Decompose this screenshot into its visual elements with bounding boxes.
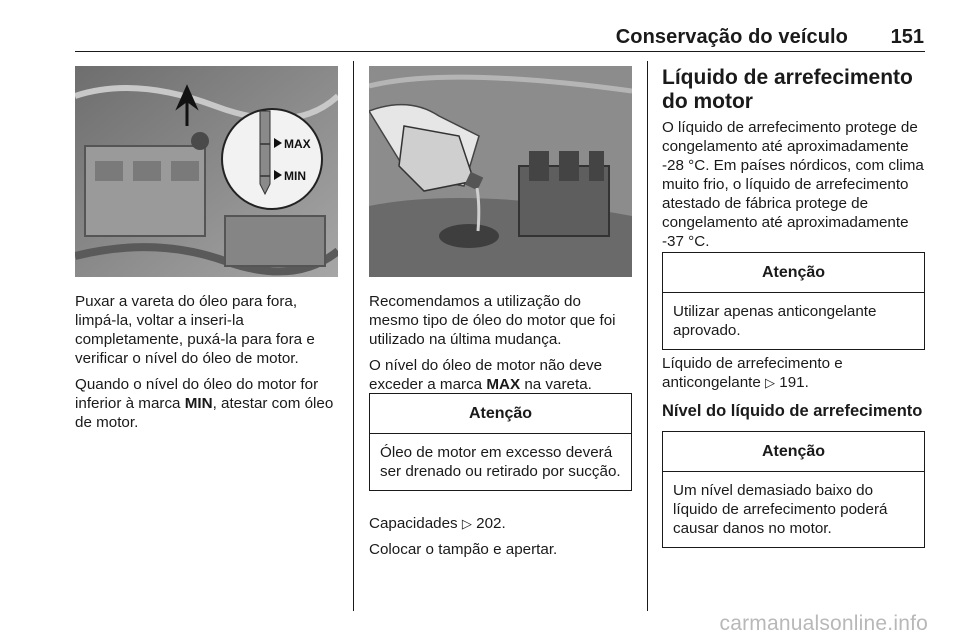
section-heading: Líquido de arrefecimento do motor — [662, 66, 913, 113]
antifreeze-reference[interactable]: Líquido de arrefecimento e anticongelante ▷ 191. — [662, 355, 843, 391]
antifreeze-warning-box — [662, 252, 925, 350]
column-2-text — [369, 292, 632, 401]
min-mark-label: MIN — [284, 169, 306, 183]
engine-dipstick-illustration — [75, 66, 338, 277]
page-header — [0, 0, 960, 52]
paragraph: Colocar o tampão e apertar. — [369, 541, 558, 558]
triangle-ref-icon: ▷ — [461, 516, 472, 531]
coolant-level-warning-box — [662, 431, 925, 548]
paragraph: Puxar a vareta do óleo para fora, limpá-la, voltar a inseri-la completamente, puxá-la para fora e verificar o nível do óleo de motor. — [75, 293, 315, 367]
warning-title: Atenção — [370, 394, 631, 434]
header-rule — [75, 51, 925, 52]
sub-heading: Nível do líquido de arrefecimento — [662, 402, 923, 420]
warning-title: Atenção — [663, 432, 924, 472]
oil-warning-box — [369, 393, 632, 491]
column-divider — [353, 61, 354, 611]
warning-text: Óleo de motor em excesso deverá ser drenado ou retirado por sucção. — [380, 444, 621, 480]
dipstick-photo — [75, 66, 338, 277]
column-1-text — [75, 292, 338, 439]
paragraph: O líquido de arrefecimento protege de congelamento até aproximadamente -28 °C. Em países nórdicos, com clima muito frio, o líquido de arrefecimento atestado de fábrica protege de congelamento até aproximadamente -37 °C. — [662, 119, 924, 250]
paragraph: Recomendamos a utilização do mesmo tipo de óleo do motor que foi utilizado na última mudança. — [369, 293, 616, 348]
watermark: carmanualsonline.info — [719, 612, 928, 635]
capacity-reference[interactable]: Capacidades ▷ 202. — [369, 515, 506, 532]
paragraph: Quando o nível do óleo do motor for inferior à marca MIN, atestar com óleo de motor. — [75, 376, 334, 431]
warning-text: Utilizar apenas anticongelante aprovado. — [673, 303, 877, 339]
paragraph: O nível do óleo de motor não deve exceder a marca MAX na vareta. — [369, 357, 603, 393]
column-2-footer-text — [369, 514, 632, 566]
triangle-ref-icon: ▷ — [765, 375, 776, 390]
page-number: 151 — [890, 26, 924, 48]
subheading-wrap — [662, 402, 925, 421]
section-title: Conservação do veículo — [615, 26, 848, 48]
column-divider — [647, 61, 648, 611]
coolant-section — [662, 66, 925, 251]
warning-title: Atenção — [663, 253, 924, 293]
warning-text: Um nível demasiado baixo do líquido de arrefecimento poderá causar danos no motor. — [673, 482, 888, 537]
max-mark-label: MAX — [284, 137, 311, 151]
oil-bottle-pouring-illustration — [369, 66, 632, 277]
oil-filling-photo — [369, 66, 632, 277]
